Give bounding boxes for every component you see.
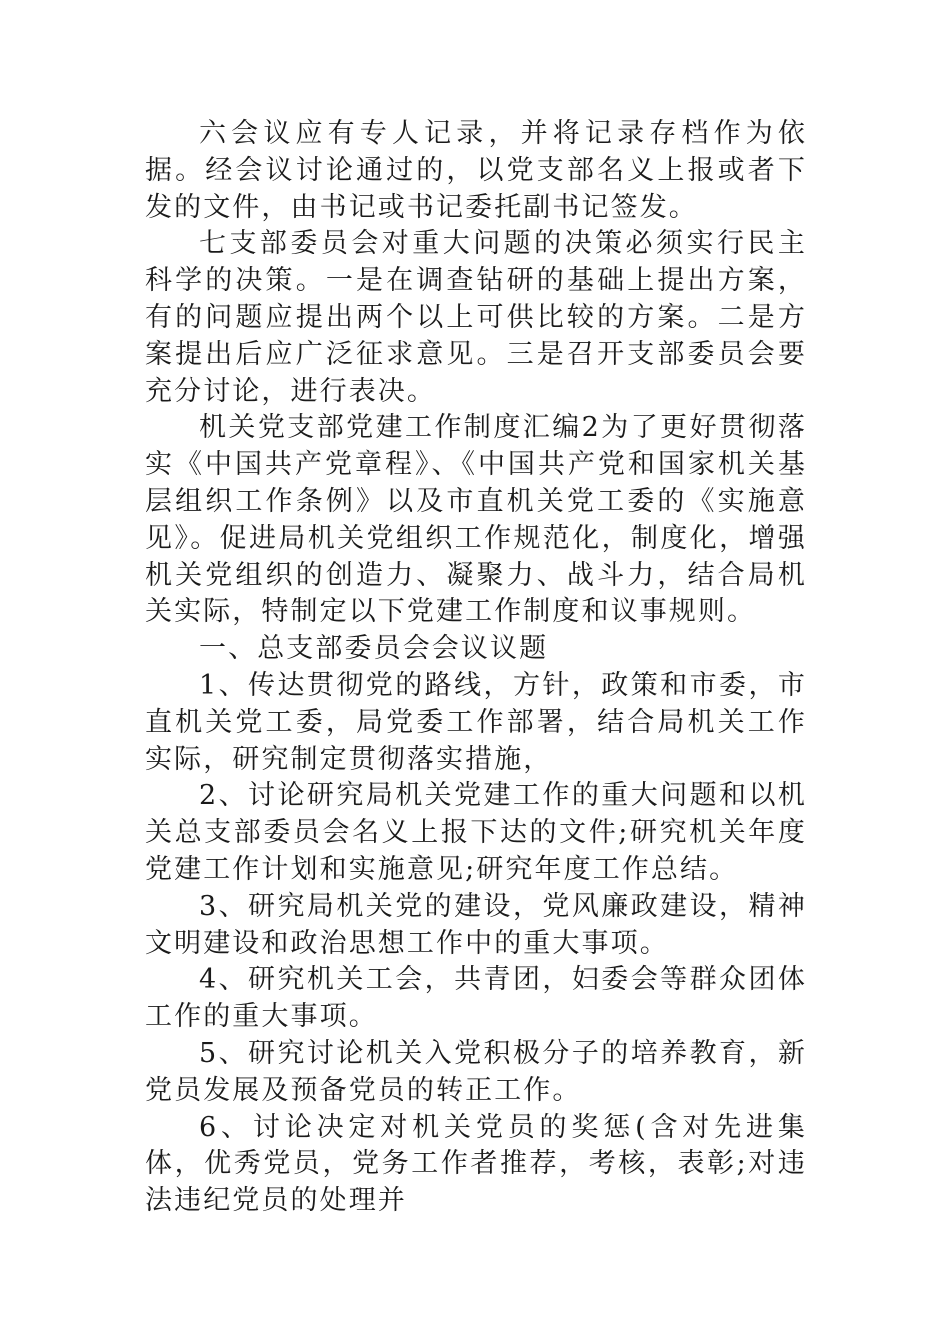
list-item-6: 6、讨论决定对机关党员的奖惩(含对先进集体，优秀党员，党务工作者推荐，考核，表彰;对违法违纪党员的处理并 — [145, 1111, 807, 1217]
list-item-4: 4、研究机关工会，共青团，妇委会等群众团体工作的重大事项。 — [145, 964, 807, 1033]
section-heading-meeting-topics: 一、总支部委员会会议议题 — [199, 633, 549, 665]
list-item-5: 5、研究讨论机关入党积极分子的培养教育，新党员发展及预备党员的转正工作。 — [145, 1037, 807, 1106]
paragraph-decision-making: 七支部委员会对重大问题的决策必须实行民主科学的决策。一是在调查钻研的基础上提出方案，有的问题应提出两个以上可供比较的方案。二是方案提出后应广泛征求意见。三是召开支部委员会要充分讨论，进行表决。 — [145, 228, 807, 407]
paragraph-meeting-records: 六会议应有专人记录，并将记录存档作为依据。经会议讨论通过的，以党支部名义上报或者下发的文件，由书记或书记委托副书记签发。 — [145, 118, 807, 223]
paragraph-system-compilation-intro: 机关党支部党建工作制度汇编2为了更好贯彻落实《中国共产党章程》、《中国共产党和国家机关基层组织工作条例》以及市直机关党工委的《实施意见》。促进局机关党组织工作规范化，制度化，增强机关党组织的创造力、凝聚力、战斗力，结合局机关实际，特制定以下党建工作制度和议事规则。 — [145, 412, 807, 628]
list-item-2: 2、讨论研究局机关党建工作的重大问题和以机关总支部委员会名义上报下达的文件;研究机关年度党建工作计划和实施意见;研究年度工作总结。 — [145, 780, 807, 885]
list-item-3: 3、研究局机关党的建设，党风廉政建设，精神文明建设和政治思想工作中的重大事项。 — [145, 890, 807, 959]
document-body — [145, 116, 807, 1220]
list-item-1: 1、传达贯彻党的路线，方针，政策和市委，市直机关党工委，局党委工作部署，结合局机关工作实际，研究制定贯彻落实措施， — [145, 669, 807, 775]
